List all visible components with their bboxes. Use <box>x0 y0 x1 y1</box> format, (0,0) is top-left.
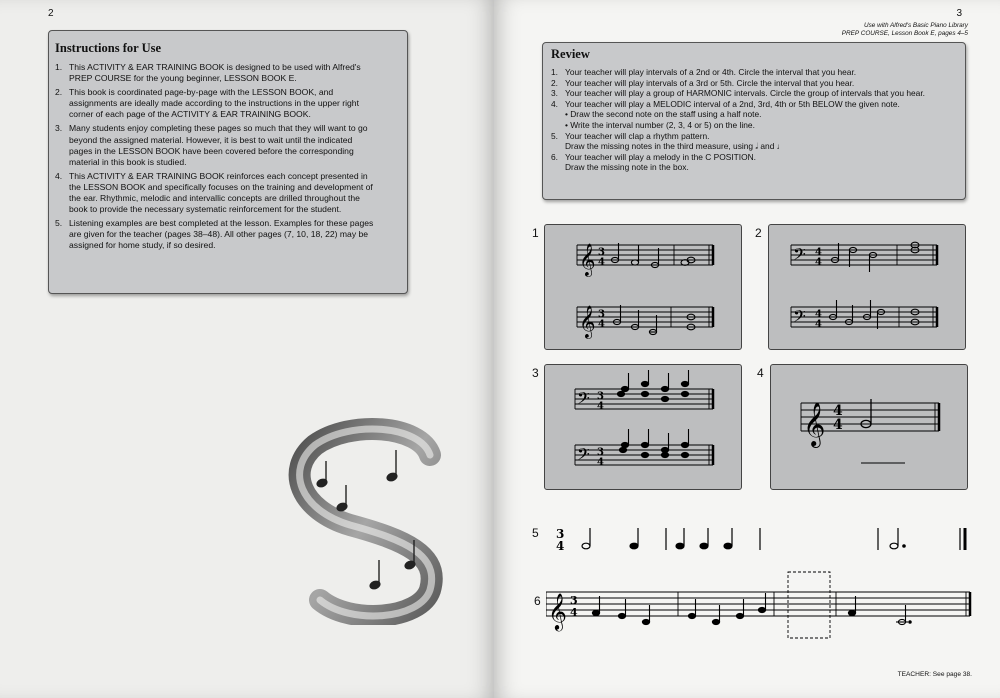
svg-text:4: 4 <box>597 457 604 468</box>
list-item <box>55 218 397 251</box>
list-item <box>55 123 397 167</box>
lesson-reference-header <box>842 22 968 37</box>
item-number: 5. <box>551 130 558 141</box>
exercise-1-staves <box>545 225 741 349</box>
list-item <box>551 67 957 78</box>
instructions-title: Instructions for Use <box>55 41 162 55</box>
svg-text:4: 4 <box>815 247 822 258</box>
item-line: • Draw the second note on the staff using a half note. <box>565 109 762 120</box>
letter-s-with-music-notes-icon <box>280 415 460 625</box>
bass-clef-icon: 𝄢 <box>577 388 590 412</box>
left-page <box>0 0 494 698</box>
item-line: Your teacher will play intervals of a 3rd or 5th. Circle the interval that you hear. <box>565 77 855 88</box>
item-line: Draw the missing notes in the third measure, using 𝅗𝅥 and ♩ <box>565 141 786 152</box>
svg-text:4: 4 <box>833 417 843 433</box>
item-line: book to provide the necessary systematic reinforcement for the student. <box>69 204 342 215</box>
item-number: 2. <box>55 87 63 98</box>
exercise-number-6: 6 <box>534 594 541 608</box>
list-item <box>551 152 957 173</box>
svg-text:3: 3 <box>570 594 578 607</box>
item-number: 4. <box>55 170 63 181</box>
treble-clef-icon: 𝄞 <box>803 402 826 446</box>
treble-clef-icon: 𝄞 <box>548 592 567 630</box>
svg-text:4: 4 <box>570 606 578 619</box>
svg-text:4: 4 <box>598 257 605 268</box>
item-number: 5. <box>55 218 63 229</box>
list-item <box>551 131 957 152</box>
item-line: material in this book is studied. <box>69 156 187 167</box>
review-list <box>551 67 957 173</box>
header-line: Use with Alfred's Basic Piano Library <box>864 22 968 29</box>
exercise-number-5: 5 <box>532 526 539 540</box>
item-line: beyond the assigned material. However, it is best to wait until the indicated <box>69 134 353 145</box>
item-number: 2. <box>551 77 558 88</box>
list-item <box>55 171 397 215</box>
item-line: Listening examples are best completed at the lesson. Examples for these pages <box>69 218 374 229</box>
svg-text:4: 4 <box>815 257 822 268</box>
svg-text:4: 4 <box>598 319 605 330</box>
svg-text:3: 3 <box>598 247 605 258</box>
item-number: 3. <box>55 123 63 134</box>
item-line: Your teacher will clap a rhythm pattern. <box>565 130 710 141</box>
list-item <box>55 87 397 120</box>
item-line: Your teacher will play a melody in the C POSITION. <box>565 151 757 162</box>
svg-text:3: 3 <box>556 527 565 541</box>
bass-clef-icon: 𝄢 <box>793 244 806 268</box>
exercise-1-panel <box>544 224 742 350</box>
item-line: Your teacher will play a MELODIC interval of a 2nd, 3rd, 4th or 5th BELOW the given note. <box>565 98 900 109</box>
svg-text:4: 4 <box>815 319 822 330</box>
exercise-number-3: 3 <box>532 366 539 380</box>
exercise-3-staves <box>545 365 741 489</box>
item-line: Your teacher will play a group of HARMONIC intervals. Circle the group of intervals that you hear. <box>565 88 925 99</box>
page-number-left: 2 <box>48 8 54 19</box>
item-number: 6. <box>551 151 558 162</box>
list-item <box>551 99 957 131</box>
treble-clef-icon: 𝄞 <box>579 305 596 338</box>
item-line: corner of each page of the ACTIVITY & EAR TRAINING BOOK. <box>69 109 311 120</box>
exercise-number-4: 4 <box>757 366 764 380</box>
exercise-4-staff <box>771 365 967 489</box>
item-line: the LESSON BOOK and specifically focuses on the training and development of <box>69 181 373 192</box>
item-number: 3. <box>551 88 558 99</box>
svg-text:3: 3 <box>598 309 605 320</box>
item-line: This ACTIVITY & EAR TRAINING BOOK reinforces each concept presented in <box>69 170 368 181</box>
exercise-6-melody <box>546 568 980 646</box>
item-line: assignments are ideally made according to the instructions in the upper right <box>69 98 359 109</box>
bass-clef-icon: 𝄢 <box>793 306 806 330</box>
exercise-5-rhythm <box>548 518 978 558</box>
svg-text:3: 3 <box>597 391 604 402</box>
exercise-2-panel <box>768 224 966 350</box>
exercise-number-2: 2 <box>755 226 762 240</box>
item-line: • Write the interval number (2, 3, 4 or 5) on the line. <box>565 119 755 130</box>
item-line: assigned for home study, if so desired. <box>69 240 216 251</box>
item-line: PREP COURSE for the young beginner, LESSON BOOK E. <box>69 73 297 84</box>
list-item <box>551 88 957 99</box>
item-number: 1. <box>551 67 558 77</box>
exercise-number-1: 1 <box>532 226 539 240</box>
instructions-box <box>48 30 408 294</box>
list-item <box>55 62 397 84</box>
review-title: Review <box>551 47 590 61</box>
bass-clef-icon: 𝄢 <box>577 444 590 468</box>
treble-clef-icon: 𝄞 <box>579 243 596 276</box>
item-line: Draw the missing note in the box. <box>565 162 689 173</box>
list-item <box>551 78 957 89</box>
header-line: PREP COURSE, Lesson Book E, pages 4–5 <box>841 29 968 37</box>
item-line: Your teacher will play intervals of a 2nd or 4th. Circle the interval that you hear. <box>565 67 857 77</box>
item-number: 1. <box>55 62 63 72</box>
page-number-right: 3 <box>956 8 962 19</box>
exercise-3-panel <box>544 364 742 490</box>
teacher-note: TEACHER: See page 38. <box>897 671 972 678</box>
item-line: are given for the teacher (pages 38–48). All other pages (7, 10, 18, 22) may be <box>69 229 369 240</box>
item-number: 4. <box>551 98 558 109</box>
svg-text:4: 4 <box>815 309 822 320</box>
item-line: This ACTIVITY & EAR TRAINING BOOK is designed to be used with Alfred's <box>69 62 361 72</box>
svg-text:4: 4 <box>556 539 565 553</box>
answer-box <box>788 572 830 638</box>
item-line: pages in the LESSON BOOK have been covered before the corresponding <box>69 145 354 156</box>
instructions-list <box>55 62 397 252</box>
svg-text:4: 4 <box>597 401 604 412</box>
svg-text:3: 3 <box>597 447 604 458</box>
item-line: Many students enjoy completing these pages so much that they will want to go <box>69 123 368 134</box>
exercise-2-staves <box>769 225 965 349</box>
svg-text:4: 4 <box>833 403 843 419</box>
review-box <box>542 42 966 200</box>
right-page <box>494 0 1000 698</box>
item-line: the ear. Rhythmic, melodic and intervallic concepts are drilled throughout the <box>69 193 360 204</box>
item-line: This book is coordinated page-by-page with the LESSON BOOK, and <box>69 87 334 98</box>
exercise-4-panel <box>770 364 968 490</box>
